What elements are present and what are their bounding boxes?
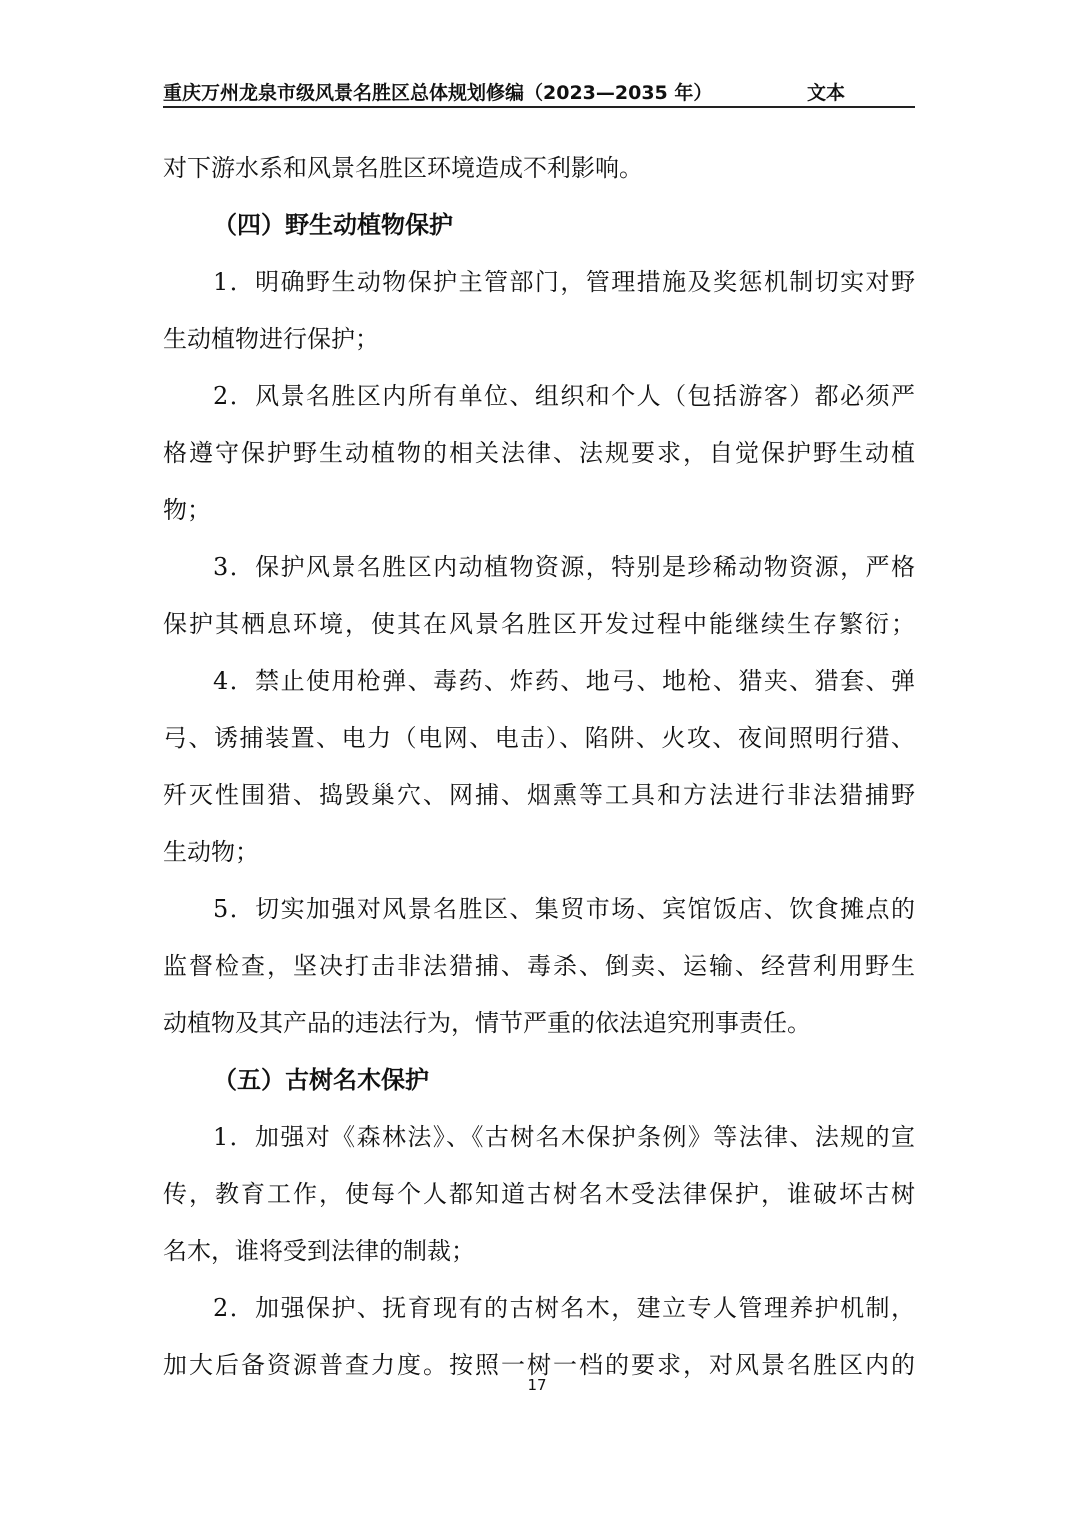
text-line: 加大后备资源普查力度。按照一树一档的要求，对风景名胜区内的	[163, 1351, 915, 1379]
text-line: 监督检查，坚决打击非法猎捕、毒杀、倒卖、运输、经营利用野生	[163, 952, 915, 980]
text-line: 1．明确野生动物保护主管部门，管理措施及奖惩机制切实对野	[213, 268, 915, 296]
text-line: 传，教育工作，使每个人都知道古树名木受法律保护，谁破坏古树	[163, 1180, 915, 1208]
header-divider	[163, 106, 915, 108]
page-number: 17	[527, 1376, 547, 1394]
text-line: 1．加强对《森林法》、《古树名木保护条例》等法律、法规的宣	[213, 1123, 915, 1151]
text-line: 歼灭性围猎、捣毁巢穴、网捕、烟熏等工具和方法进行非法猎捕野	[163, 781, 915, 809]
text-line: 物；	[163, 496, 211, 524]
text-line: 动植物及其产品的违法行为，情节严重的依法追究刑事责任。	[163, 1009, 811, 1037]
text-line: 2．加强保护、抚育现有的古树名木，建立专人管理养护机制，	[213, 1294, 915, 1322]
text-line: 生动物；	[163, 838, 259, 866]
text-line: 生动植物进行保护；	[163, 325, 379, 353]
section-heading: （五）古树名木保护	[213, 1066, 429, 1094]
text-line: 3．保护风景名胜区内动植物资源，特别是珍稀动物资源，严格	[213, 553, 915, 581]
document-title: 重庆万州龙泉市级风景名胜区总体规划修编（2023—2035 年）	[163, 82, 713, 104]
text-line: 5．切实加强对风景名胜区、集贸市场、宾馆饭店、饮食摊点的	[213, 895, 915, 923]
text-line: 弓、诱捕装置、电力（电网、电击）、陷阱、火攻、夜间照明行猎、	[163, 724, 915, 752]
text-line: 2．风景名胜区内所有单位、组织和个人（包括游客）都必须严	[213, 382, 915, 410]
page-header	[163, 78, 915, 104]
text-line: 格遵守保护野生动植物的相关法律、法规要求，自觉保护野生动植	[163, 439, 915, 467]
body-text	[163, 140, 915, 1394]
section-heading: （四）野生动植物保护	[213, 211, 453, 239]
text-line: 名木，谁将受到法律的制裁；	[163, 1237, 475, 1265]
document-type-label: 文本	[806, 82, 845, 104]
text-line: 对下游水系和风景名胜区环境造成不利影响。	[163, 154, 643, 182]
text-line: 保护其栖息环境，使其在风景名胜区开发过程中能继续生存繁衍；	[163, 610, 915, 638]
text-line: 4．禁止使用枪弹、毒药、炸药、地弓、地枪、猎夹、猎套、弹	[213, 667, 915, 695]
